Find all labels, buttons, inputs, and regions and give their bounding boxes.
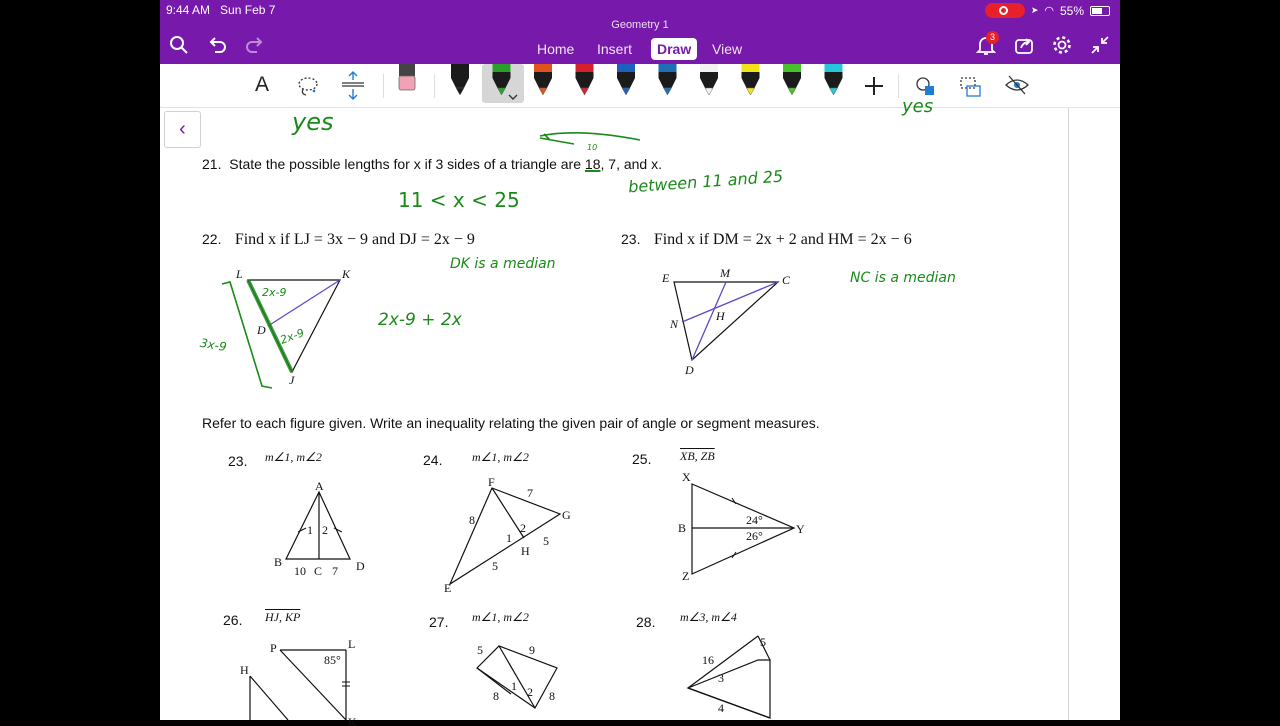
- label-H: H: [716, 309, 725, 323]
- item-28-label: m∠3, m∠4: [680, 610, 737, 624]
- q21-side-a: 18: [584, 156, 601, 172]
- angle-2: 2: [322, 523, 328, 537]
- figure-item-28: [680, 634, 790, 724]
- side-8b: 8: [549, 689, 555, 703]
- item-28-number: 28.: [636, 614, 656, 630]
- screen-recording-icon: [985, 3, 1025, 18]
- pen-6[interactable]: [659, 64, 677, 95]
- label-P: P: [270, 641, 277, 655]
- side-5: 5: [477, 643, 483, 657]
- label-N: N: [670, 317, 679, 331]
- figure-item-26: [238, 636, 368, 726]
- angle-85: 85°: [324, 653, 341, 667]
- q22-text: Find x if LJ = 3x − 9 and DJ = 2x − 9: [234, 231, 475, 248]
- status-time: [166, 3, 275, 17]
- label-K: K: [342, 267, 351, 281]
- label-B: B: [678, 521, 687, 535]
- label-G: G: [562, 508, 571, 522]
- add-pen-icon[interactable]: [863, 75, 885, 97]
- replay-ink-icon[interactable]: [1003, 73, 1031, 99]
- tab-draw[interactable]: Draw: [651, 38, 697, 60]
- undo-icon[interactable]: [206, 34, 228, 56]
- q21-tail: , and x.: [616, 156, 662, 172]
- clock: 9:44 AM: [166, 3, 211, 17]
- redo-icon[interactable]: [244, 34, 266, 56]
- side-5b: 5: [492, 559, 498, 573]
- ink-dk-median: DK is a median: [450, 256, 556, 272]
- label-E: E: [444, 581, 452, 595]
- item-25-label: XB, ZB: [680, 449, 715, 463]
- pen-2[interactable]: [493, 64, 511, 95]
- label-H: H: [521, 544, 530, 558]
- label-H: H: [240, 663, 249, 677]
- ink-yes-right: yes: [902, 96, 934, 117]
- angle-26: 26°: [746, 529, 763, 543]
- chevron-down-icon[interactable]: [507, 92, 519, 102]
- pen-4[interactable]: [576, 64, 594, 95]
- pen-7[interactable]: [700, 64, 718, 95]
- toolbar-divider: [383, 74, 384, 98]
- q22-number: 22.: [202, 231, 222, 247]
- label-Y: Y: [796, 522, 805, 536]
- angle-1: 1: [511, 679, 517, 693]
- label-C: C: [782, 273, 791, 287]
- collapse-icon[interactable]: [1089, 34, 1111, 56]
- angle-4: 4: [718, 701, 724, 715]
- label-Z: Z: [682, 569, 690, 583]
- instruction-text: Refer to each figure given. Write an inequality relating the given pair of angle or segment measures.: [202, 415, 820, 431]
- label-L: L: [348, 637, 356, 651]
- side-5: 5: [760, 635, 766, 649]
- battery-icon: [1090, 6, 1110, 16]
- ink-side-2x9-top: 2x-9: [262, 286, 287, 299]
- question-23-find: [621, 231, 912, 249]
- battery-percent: 55%: [1059, 3, 1084, 18]
- ink-to-shape-icon[interactable]: [914, 74, 938, 98]
- label-E: E: [662, 271, 670, 285]
- item-24-number: 24.: [423, 452, 443, 468]
- pen-3[interactable]: [534, 64, 552, 95]
- label-K: K: [348, 715, 357, 726]
- angle-24: 24°: [746, 513, 763, 527]
- ink-yes-left: yes: [292, 108, 334, 136]
- item-23-label: m∠1, m∠2: [265, 450, 322, 464]
- pen-palette[interactable]: [440, 64, 860, 108]
- label-L: L: [236, 267, 243, 281]
- pen-5[interactable]: [617, 64, 635, 95]
- item-26-number: 26.: [223, 612, 243, 628]
- onenote-screen: [160, 0, 1120, 726]
- notification-badge: 3: [986, 31, 999, 44]
- ink-work: 2x-9 + 2x: [378, 310, 462, 330]
- label-D: D: [257, 323, 266, 337]
- pen-1[interactable]: [451, 64, 469, 95]
- label-F: F: [488, 475, 495, 489]
- figure-23: [660, 266, 800, 382]
- question-22: [202, 231, 475, 249]
- label-J: J: [289, 373, 295, 387]
- label-C: C: [314, 564, 323, 578]
- status-indicators: [985, 3, 1110, 18]
- ink-to-math-icon[interactable]: [957, 72, 985, 100]
- tab-home[interactable]: Home: [537, 41, 575, 57]
- angle-2: 2: [520, 521, 526, 535]
- side-8: 8: [469, 513, 475, 527]
- q23-text: Find x if DM = 2x + 2 and HM = 2x − 6: [653, 231, 912, 248]
- figure-item-27: [465, 638, 575, 722]
- figure-item-25: [674, 470, 814, 590]
- side-7: 7: [527, 486, 533, 500]
- label-X: X: [682, 470, 691, 484]
- item-24-label: m∠1, m∠2: [472, 450, 529, 464]
- wifi-icon: ◠: [1044, 5, 1054, 17]
- share-icon[interactable]: [1013, 34, 1035, 56]
- side-16: 16: [702, 653, 714, 667]
- item-23-number: 23.: [228, 453, 248, 469]
- item-25-number: 25.: [632, 451, 652, 467]
- add-space-icon[interactable]: [340, 71, 366, 101]
- date: Sun Feb 7: [220, 3, 276, 17]
- notebook-page[interactable]: [160, 96, 1120, 726]
- q23-number: 23.: [621, 231, 641, 247]
- ink-nc-median: NC is a median: [850, 270, 956, 286]
- gear-icon[interactable]: [1051, 34, 1073, 56]
- ink-side-3x9: 3x-9: [198, 335, 228, 355]
- tab-view[interactable]: View: [712, 41, 743, 57]
- side-9: 9: [529, 643, 535, 657]
- eraser-icon[interactable]: [396, 64, 418, 94]
- angle-1: 1: [506, 531, 512, 545]
- q21-text: State the possible lengths for x if 3 sides of a triangle are: [229, 156, 585, 172]
- draw-toolbar: [160, 64, 1120, 108]
- figure-item-23: [270, 478, 370, 578]
- label-D: D: [685, 363, 694, 377]
- pen-8[interactable]: [742, 64, 760, 95]
- item-27-label: m∠1, m∠2: [472, 610, 529, 624]
- app-header: [160, 0, 1120, 64]
- angle-1: 1: [307, 523, 313, 537]
- ink-answer-21: 11 < x < 25: [398, 188, 520, 212]
- figure-item-24: [440, 472, 580, 600]
- tab-insert[interactable]: Insert: [597, 41, 633, 57]
- ink-between: between 11 and 25: [627, 166, 784, 197]
- q21-sep: ,: [600, 156, 609, 172]
- label-D: D: [356, 559, 365, 573]
- label-A: A: [315, 479, 324, 493]
- ink-side-2x9-bottom: 2x-9: [278, 326, 306, 347]
- angle-3: 3: [718, 671, 724, 685]
- angle-2: 2: [527, 685, 533, 699]
- page-margin-line: [1068, 108, 1069, 720]
- back-button[interactable]: ‹: [164, 111, 201, 148]
- q21-number: 21.: [202, 156, 222, 172]
- pen-10[interactable]: [825, 64, 843, 95]
- label-B: B: [274, 555, 283, 569]
- item-27-number: 27.: [429, 614, 449, 630]
- side-8a: 8: [493, 689, 499, 703]
- ink-tiny-number: 10: [587, 143, 598, 152]
- location-icon: ➤: [1030, 5, 1039, 15]
- toolbar-divider: [434, 74, 435, 98]
- side-5a: 5: [543, 534, 549, 548]
- lasso-select-icon[interactable]: [296, 74, 320, 98]
- document-title: Geometry 1: [611, 19, 669, 31]
- label-M: M: [720, 266, 730, 280]
- item-26-label: HJ, KP: [265, 610, 301, 624]
- type-text-tool[interactable]: A: [255, 73, 270, 96]
- toolbar-divider: [898, 74, 899, 98]
- question-21: [202, 156, 662, 172]
- side-10: 10: [294, 564, 306, 578]
- q21-side-b: 7: [608, 156, 617, 172]
- search-icon[interactable]: [168, 34, 190, 56]
- side-7: 7: [332, 564, 338, 578]
- pen-9[interactable]: [783, 64, 801, 95]
